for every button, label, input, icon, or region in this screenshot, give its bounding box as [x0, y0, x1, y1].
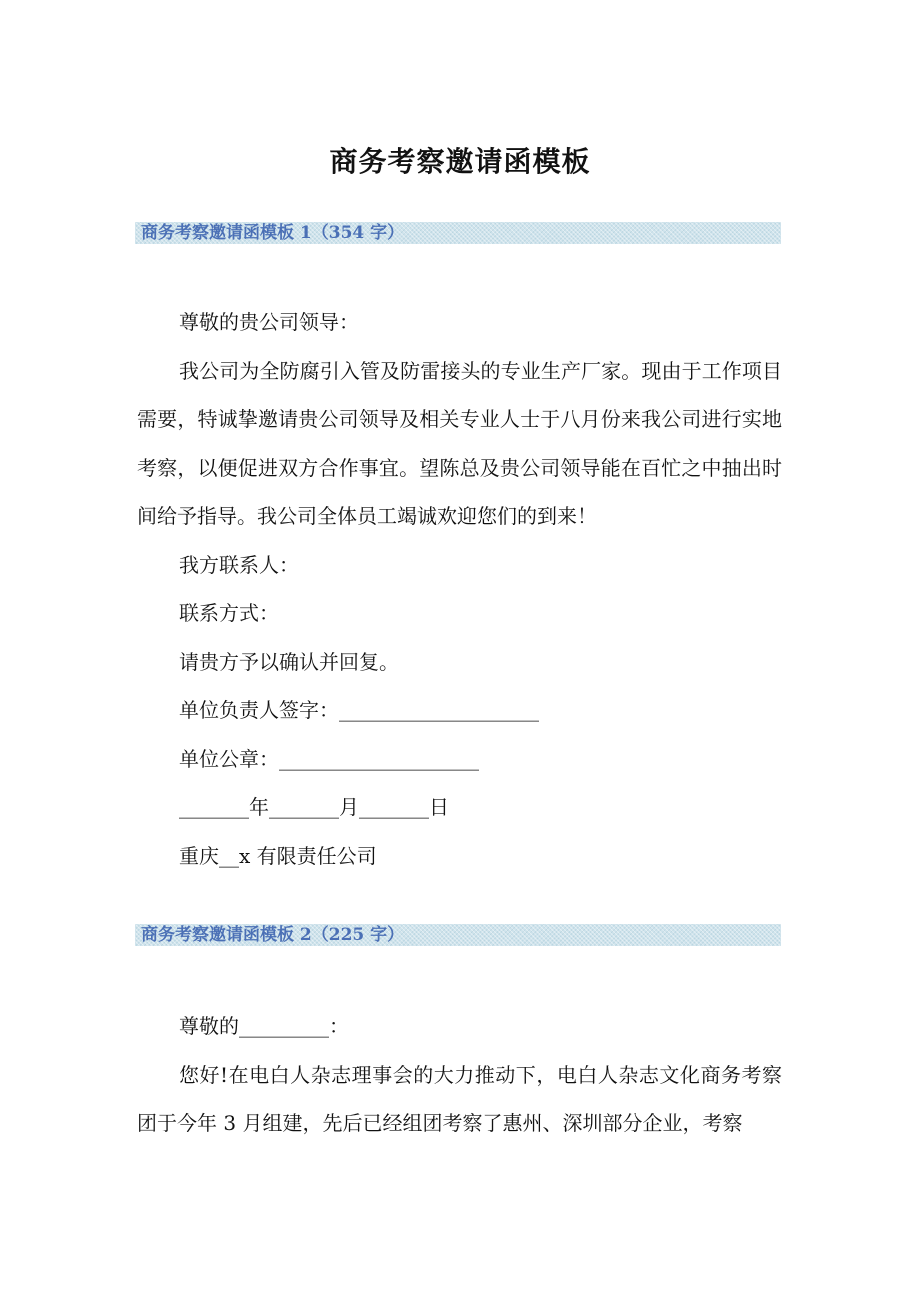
salutation: 尊敬的贵公司领导： [179, 310, 359, 334]
contact-method-line: 联系方式： [179, 601, 279, 625]
date-line: _______年_______月_______日 [179, 795, 449, 819]
confirm-line: 请贵方予以确认并回复。 [179, 649, 399, 674]
signature-line: 单位负责人签字：____________________ [179, 698, 539, 722]
body-paragraph: 您好!在电白人杂志理事会的大力推动下，电白人杂志文化商务考察团于今年 3 月组建，先后已经组团考察了惠州、深圳部分企业，考察 [137, 1062, 782, 1135]
body-paragraph: 我公司为全防腐引入管及防雷接头的专业生产厂家。现由于工作项目需要，特诚挚邀请贵公司领导及相关专业人士于八月份来我公司进行实地考察，以便促进双方合作事宜。望陈总及贵公司领导能在百忙之中抽出时间给予指导。我公司全体员工竭诚欢迎您们的到来！ [137, 358, 782, 528]
page-title: 商务考察邀请函模板 [329, 145, 591, 178]
contact-person-line: 我方联系人： [179, 552, 299, 577]
salutation: 尊敬的_________： [179, 1014, 349, 1038]
section-body-2 [137, 1002, 782, 1148]
section-heading-1: 商务考察邀请函模板 1（354 字） [135, 222, 781, 244]
section-body-1 [137, 298, 782, 880]
seal-line: 单位公章：____________________ [179, 746, 479, 771]
section-heading-2: 商务考察邀请函模板 2（225 字） [135, 924, 781, 946]
company-line: 重庆__x 有限责任公司 [179, 843, 377, 868]
